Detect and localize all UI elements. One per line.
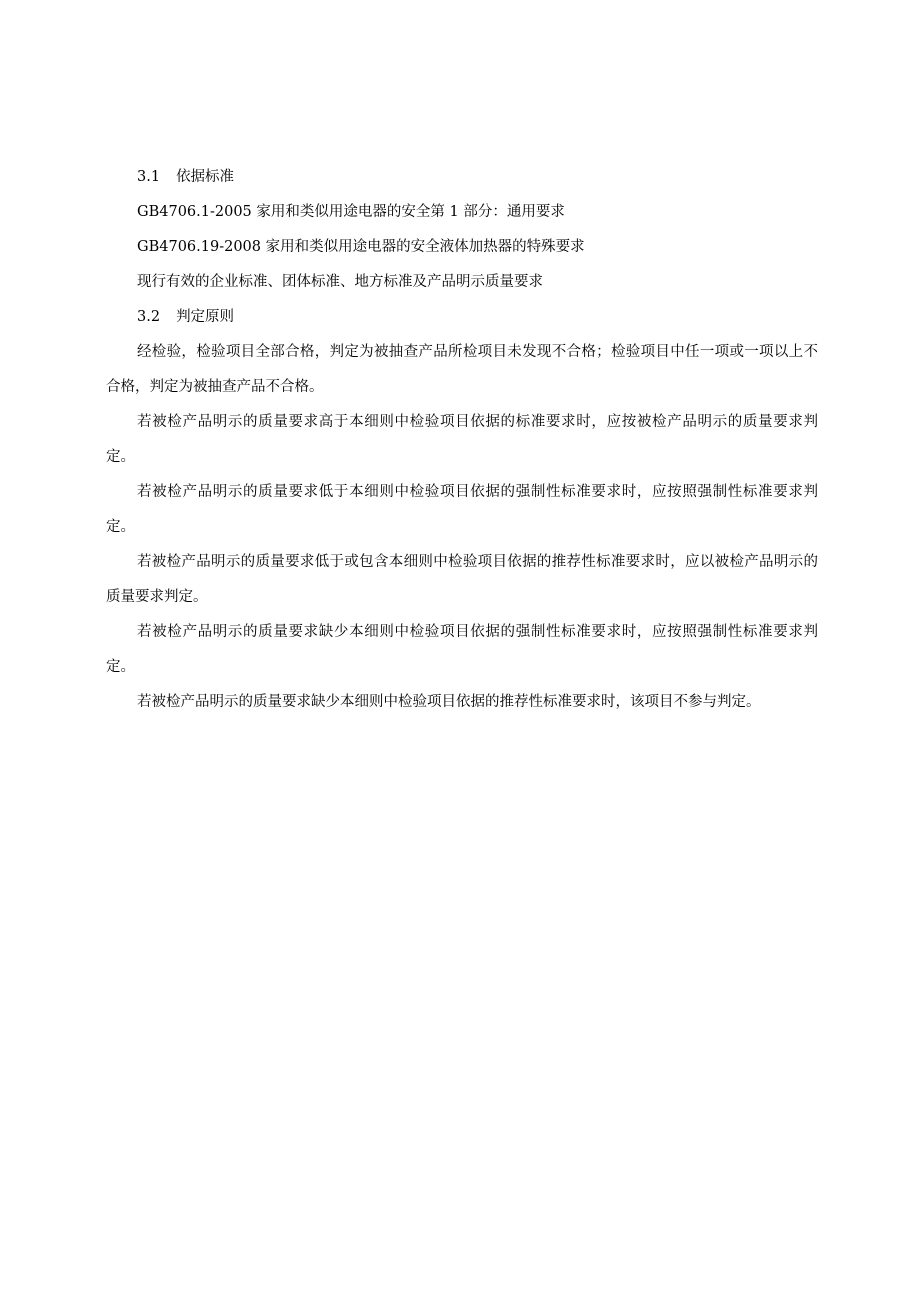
section-number: 3.1 xyxy=(137,169,161,185)
section-3-1-heading xyxy=(106,160,818,195)
standard-item: 现行有效的企业标准、团体标准、地方标准及产品明示质量要求 xyxy=(137,274,543,290)
rule-paragraph: 经检验，检验项目全部合格，判定为被抽查产品所检项目未发现不合格；检验项目中任一项或一项以上不合格，判定为被抽查产品不合格。 xyxy=(106,344,818,395)
rule-paragraph: 若被检产品明示的质量要求高于本细则中检验项目依据的标准要求时，应按被检产品明示的质量要求判定。 xyxy=(106,414,818,465)
rule-paragraph: 若被检产品明示的质量要求低于本细则中检验项目依据的强制性标准要求时，应按照强制性标准要求判定。 xyxy=(106,484,818,535)
section-title: 依据标准 xyxy=(176,169,235,185)
rule-paragraph: 若被检产品明示的质量要求低于或包含本细则中检验项目依据的推荐性标准要求时，应以被检产品明示的质量要求判定。 xyxy=(106,554,818,605)
standard-item: GB4706.19-2008 家用和类似用途电器的安全液体加热器的特殊要求 xyxy=(137,239,585,255)
document-body xyxy=(106,160,818,720)
rule-paragraph: 若被检产品明示的质量要求缺少本细则中检验项目依据的推荐性标准要求时，该项目不参与判定。 xyxy=(137,694,761,710)
section-3-2-heading xyxy=(106,300,818,335)
section-number: 3.2 xyxy=(137,309,161,325)
rule-paragraph: 若被检产品明示的质量要求缺少本细则中检验项目依据的强制性标准要求时，应按照强制性标准要求判定。 xyxy=(106,624,818,675)
section-title: 判定原则 xyxy=(176,309,235,325)
standard-item: GB4706.1-2005 家用和类似用途电器的安全第 1 部分：通用要求 xyxy=(137,204,565,220)
